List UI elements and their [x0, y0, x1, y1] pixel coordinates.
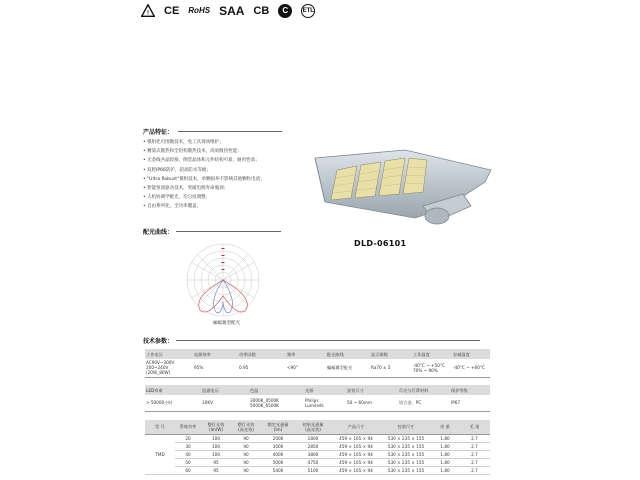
table-cell: 100 [201, 434, 231, 442]
feature-item: • 无金线共晶焊接，倒装晶体和元件结构可靠，耐用性高； [143, 158, 260, 164]
table-cell: > 50000小时 [145, 395, 201, 411]
header-cell: 工作电压 [145, 349, 193, 359]
header-cell: 存储温度 [452, 349, 490, 359]
product-image [295, 148, 495, 238]
table-cell: 459 × 165 × 94 [331, 458, 381, 466]
features-title: 产品特征： [143, 129, 174, 136]
polar-chart [180, 240, 266, 318]
table-cell: 1.80 [431, 458, 459, 466]
feature-item: • 智能恒流驱动技术，突破电源寿命瓶颈； [143, 186, 229, 192]
table-row [145, 450, 490, 458]
warning-triangle-icon [141, 2, 155, 21]
table-cell: 3000 [261, 442, 295, 450]
table-cell: 5100 [295, 466, 331, 474]
features-rule [178, 131, 282, 132]
table-cell: 459 × 165 × 94 [331, 434, 381, 442]
header-cell: 系统功率 [175, 420, 201, 434]
header-cell: 净 重 [431, 420, 459, 434]
table-cell: 60 [175, 466, 201, 474]
ce-mark: CE [164, 5, 180, 17]
table-cell: 10KV [201, 395, 249, 411]
feature-item: • 人机协调学配光，均匀度调整； [143, 195, 211, 201]
spec-table-electrical [145, 349, 490, 378]
header-cell: 额定光通量 (lm) [261, 420, 295, 434]
table-cell: 0.95 [238, 359, 286, 377]
header-cell: 电源效率 [193, 349, 238, 359]
etl-mark: ETL [301, 4, 315, 18]
table-cell: 2.7 [459, 434, 490, 442]
table-cell: 5400 [261, 466, 295, 474]
table-cell: 2000 [261, 434, 295, 442]
table-cell: -40°C ~ +60°C [452, 359, 490, 377]
header-cell: 色温 [249, 385, 304, 395]
table-cell: <90° [286, 359, 326, 377]
feature-item: • 精简式散热和全铝构散热技术，高效散热性能； [143, 149, 242, 155]
table-cell: 90 [231, 450, 261, 458]
table-cell: 40 [175, 450, 201, 458]
table-cell: 95 [201, 458, 231, 466]
header-cell: 频率 [286, 349, 326, 359]
table-cell: 1.80 [431, 442, 459, 450]
table-cell: -40°C ~ +50°C 70% ~ 90% [412, 359, 452, 377]
table-cell: 90 [231, 458, 261, 466]
table-cell: 530 × 235 × 155 [381, 458, 431, 466]
header-cell: 工作温度 [412, 349, 452, 359]
specs-rule [176, 340, 480, 341]
light-distribution-rule [176, 231, 281, 232]
table-row [145, 442, 490, 450]
table-cell: Philips Lumileds [304, 395, 346, 411]
table-cell: 459 × 165 × 94 [331, 466, 381, 474]
table-cell: 530 × 235 × 155 [381, 450, 431, 458]
table-cell: 2.7 [459, 450, 490, 458]
polar-chart-caption: 蝙蝠翼型配光 [213, 321, 240, 326]
table-cell: 90 [231, 434, 261, 442]
model-cell: TMD [145, 434, 175, 474]
specs-title: 技术参数： [143, 338, 174, 345]
spec-table-models [145, 420, 490, 475]
table-cell: 20 [175, 434, 201, 442]
feature-item: • "Ultra Robust"模组技术，单颗损坏不影响其他颗粒电流； [143, 176, 265, 182]
table-cell: 铝合金、PC [398, 395, 450, 411]
svg-text:!: ! [147, 10, 149, 17]
header-cell: 整灯光效 (高光效) [231, 420, 261, 434]
certification-marks [141, 2, 315, 20]
header-cell: LED寿命 [145, 385, 201, 395]
table-cell: 30 [175, 442, 201, 450]
table-cell: 3800 [295, 450, 331, 458]
header-cell: 安装尺寸 [346, 385, 398, 395]
rohs-mark: RoHS [188, 6, 211, 15]
table-cell: 2.7 [459, 466, 490, 474]
table-cell: 100 [201, 450, 231, 458]
table-cell: 1.80 [431, 434, 459, 442]
table-cell: 95% [193, 359, 238, 377]
table-cell: 1800 [295, 434, 331, 442]
table-cell: 459 × 165 × 94 [331, 450, 381, 458]
light-distribution-title: 配光曲线： [143, 229, 174, 236]
header-cell: 保护等级 [450, 385, 490, 395]
table-cell: 4750 [295, 458, 331, 466]
header-cell: 包装尺寸 [381, 420, 431, 434]
product-model-caption: DLD-06101 [354, 239, 407, 248]
table-cell: 100 [201, 442, 231, 450]
header-cell: 毛 重 [459, 420, 490, 434]
cb-mark: CB [253, 5, 270, 17]
table-cell: 530 × 235 × 155 [381, 466, 431, 474]
table-cell: 3000K_4500K 5000K_6500K [249, 395, 304, 411]
header-cell: 灯壳与灯罩材料 [398, 385, 450, 395]
header-cell: 显示指数 [370, 349, 412, 359]
table-cell: 90 [231, 466, 261, 474]
header-cell: 型 号 [145, 420, 175, 434]
header-cell: 功率因数 [238, 349, 286, 359]
table-cell: 50 ~ 60mm [346, 395, 398, 411]
table-cell: Ra70 ± 5 [370, 359, 412, 377]
table-cell: 4000 [261, 450, 295, 458]
table-cell: 90 [231, 442, 261, 450]
feature-item: • 自由系列化，全功率覆盖； [143, 204, 202, 210]
table-row [145, 466, 490, 474]
table-cell: 2.7 [459, 442, 490, 450]
table-cell: AC90V~300V 200~240V (20W_80W) [145, 359, 193, 377]
table-row [145, 434, 490, 442]
table-cell: 蝙蝠翼型配光 [326, 359, 370, 377]
header-cell: 配光曲线 [326, 349, 370, 359]
table-cell: 530 × 235 × 155 [381, 434, 431, 442]
features-list [143, 138, 265, 212]
table-cell: IP67 [450, 395, 490, 411]
feature-item: • 双腔IP66防护，超高防水等级； [143, 167, 211, 173]
table-cell: 50 [175, 458, 201, 466]
c-tick-mark: C [278, 4, 292, 18]
header-cell: 产品尺寸 [331, 420, 381, 434]
table-cell: 2850 [295, 442, 331, 450]
feature-item: • 模组化可围散技术，免工具现场维护； [143, 140, 224, 145]
header-cell: 整灯光效 (lm/W) [201, 420, 231, 434]
table-cell: 459 × 165 × 94 [331, 442, 381, 450]
header-cell: 浪涌电压 [201, 385, 249, 395]
spec-table-general [145, 385, 490, 412]
table-cell: 5000 [261, 458, 295, 466]
header-cell: 光源 [304, 385, 346, 395]
table-cell: 1.80 [431, 466, 459, 474]
saa-mark: SAA [219, 4, 245, 18]
table-cell: 530 × 235 × 155 [381, 442, 431, 450]
table-cell: 1.80 [431, 450, 459, 458]
table-cell: 95 [201, 466, 231, 474]
header-cell: 初始光通量 (高光效) [295, 420, 331, 434]
table-row [145, 458, 490, 466]
table-cell: 2.7 [459, 458, 490, 466]
